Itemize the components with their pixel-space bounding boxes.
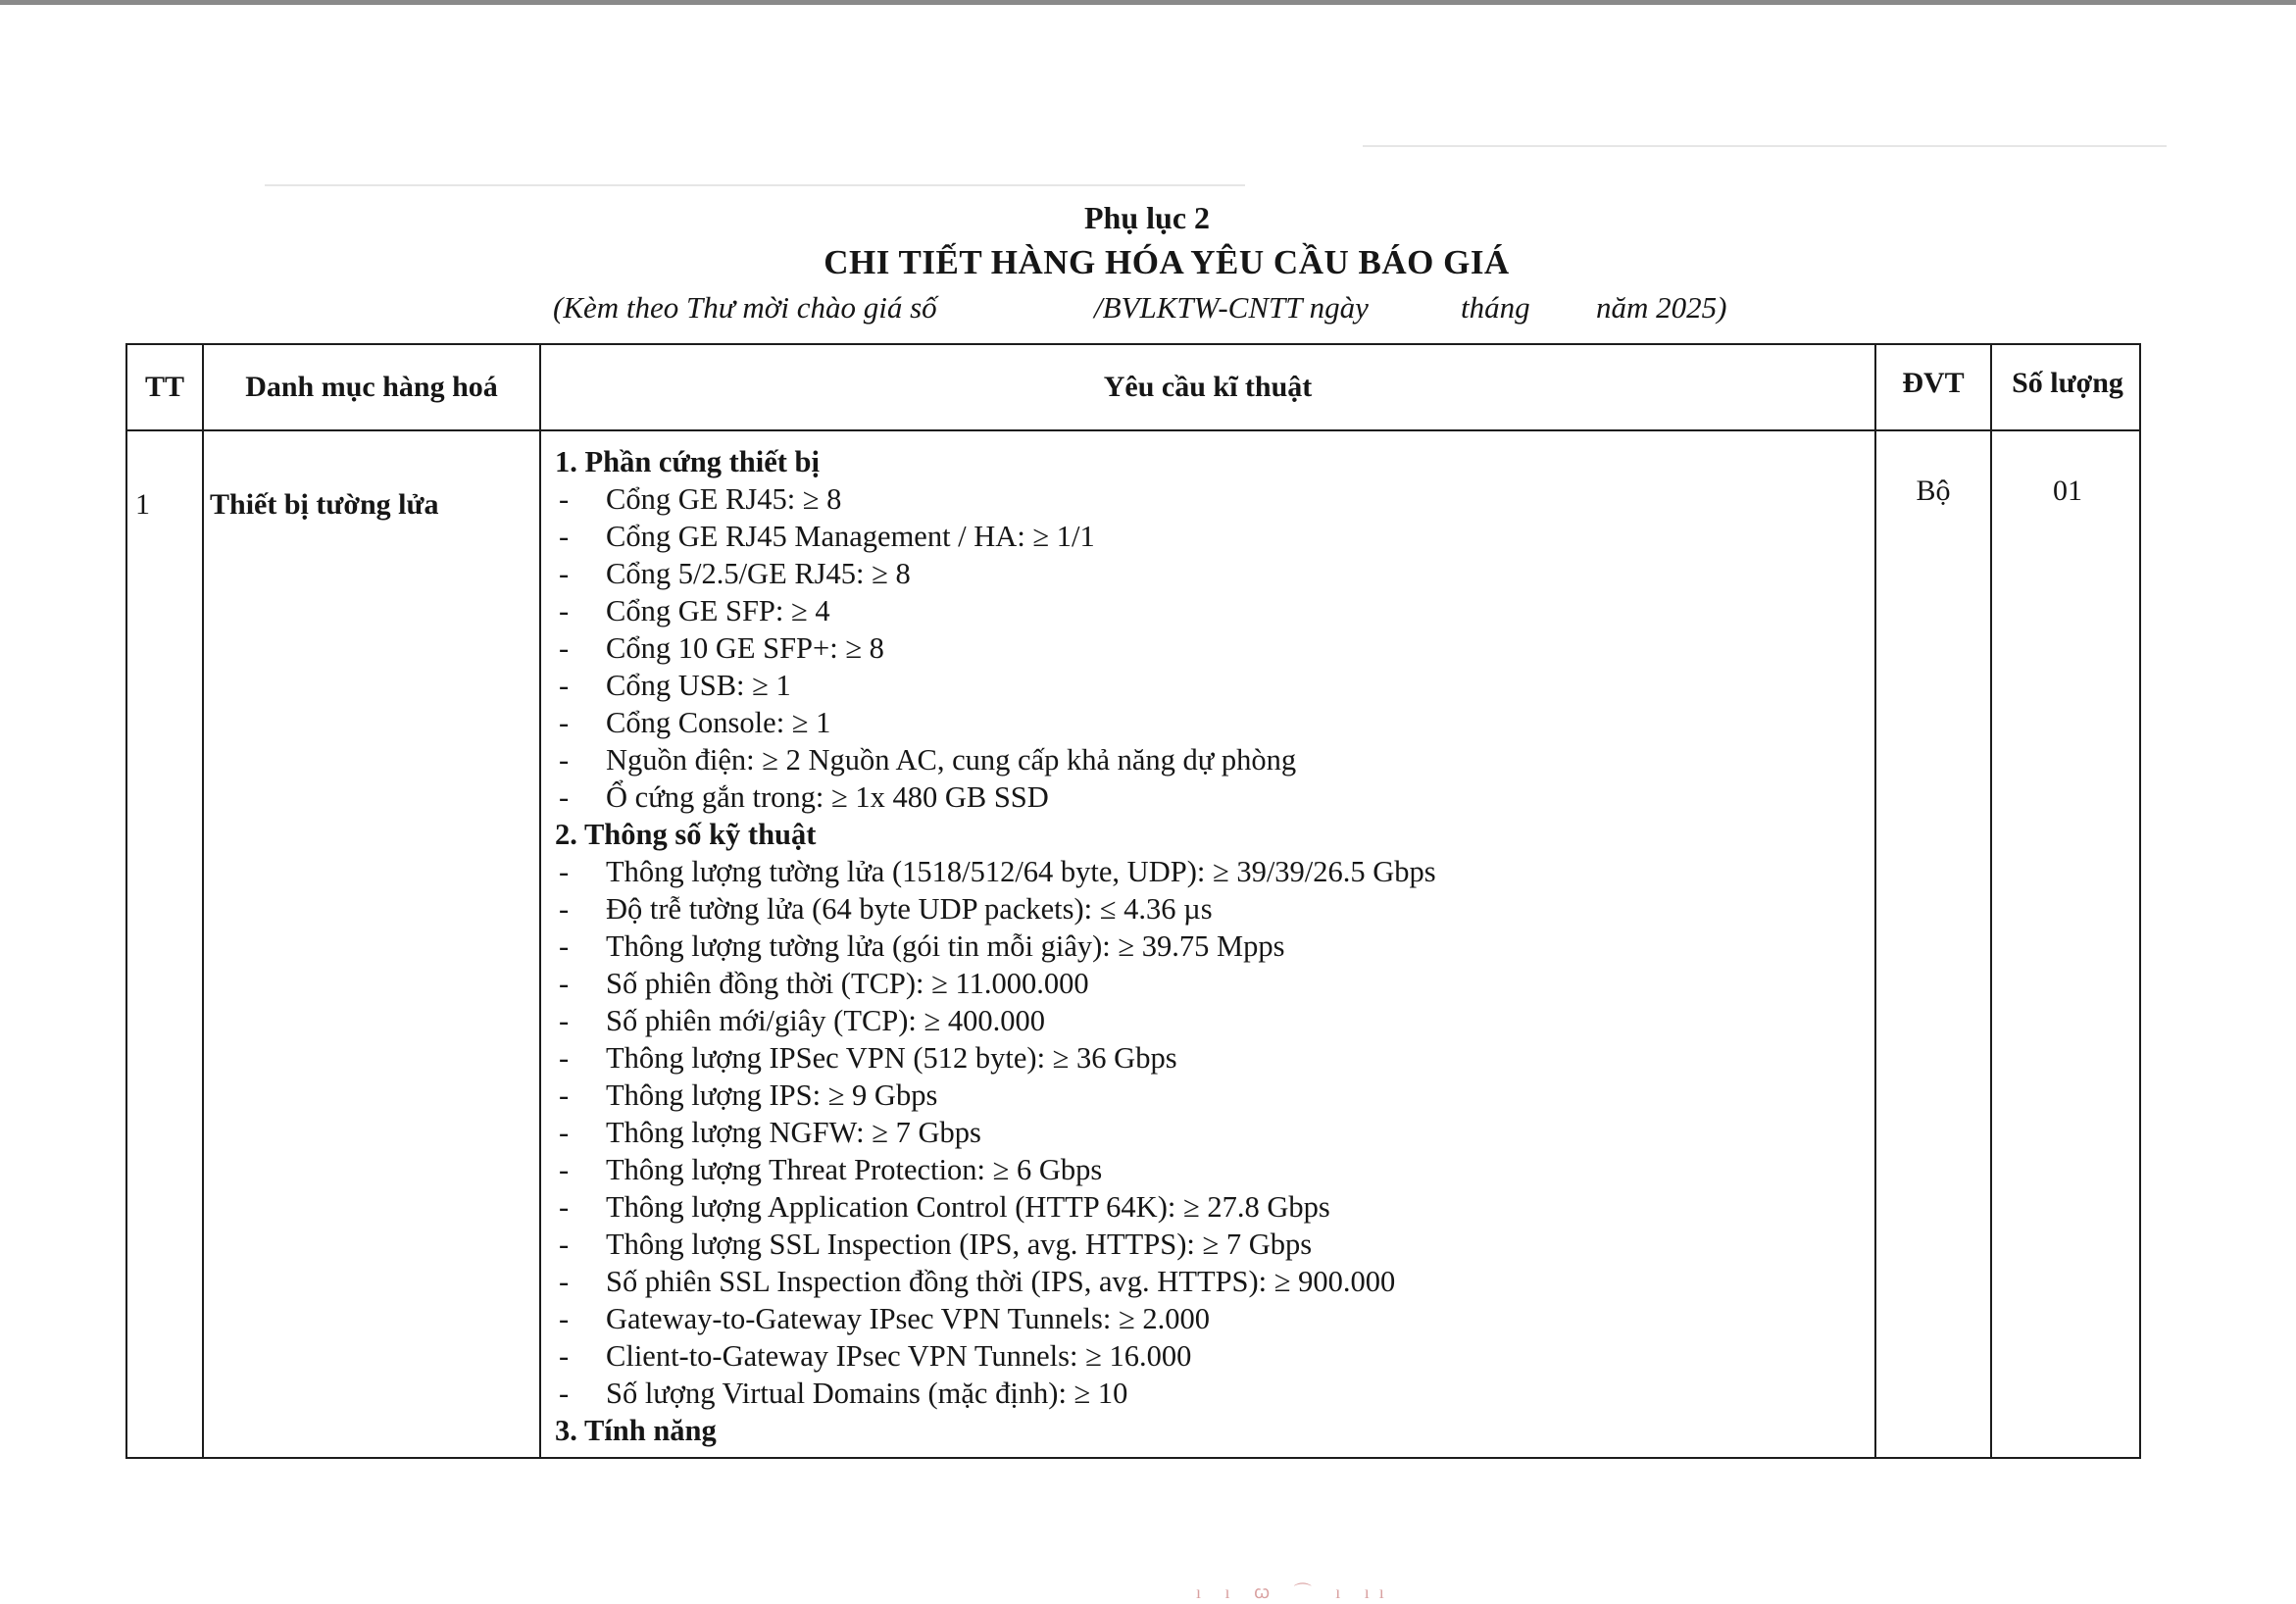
spec-text: Thông lượng Threat Protection: ≥ 6 Gbps (606, 1153, 1103, 1186)
spec-text: Thông lượng IPS: ≥ 9 Gbps (606, 1078, 938, 1112)
spec-item: - Thông lượng IPS: ≥ 9 Gbps (559, 1078, 938, 1112)
spec-item: - Số phiên đồng thời (TCP): ≥ 11.000.000 (559, 967, 1089, 1000)
spec-text: Thông lượng SSL Inspection (IPS, avg. HTTPS): ≥ 7 Gbps (606, 1228, 1313, 1261)
spec-text: Thông lượng NGFW: ≥ 7 Gbps (606, 1116, 981, 1149)
header-divider (127, 429, 2139, 431)
row-category: Thiết bị tường lửa (210, 488, 439, 521)
spec-item: - Ổ cứng gắn trong: ≥ 1x 480 GB SSD (559, 780, 1049, 814)
column-divider (1990, 345, 1992, 1457)
spec-text: Cổng GE SFP: ≥ 4 (606, 594, 830, 627)
section-heading: 2. Thông số kỹ thuật (555, 818, 817, 851)
spec-item: - Cổng USB: ≥ 1 (559, 669, 791, 702)
spec-text: Cổng 5/2.5/GE RJ45: ≥ 8 (606, 557, 911, 590)
spec-item: - Số phiên mới/giây (TCP): ≥ 400.000 (559, 1004, 1045, 1037)
appendix-label: Phụ lục 2 (1083, 200, 1211, 235)
spec-item: - Client-to-Gateway IPsec VPN Tunnels: ≥ 16.000 (559, 1339, 1192, 1373)
spec-item: - Thông lượng tường lửa (gói tin mỗi giây): ≥ 39.75 Mpps (559, 929, 1285, 963)
spec-item: - Thông lượng NGFW: ≥ 7 Gbps (559, 1116, 981, 1149)
row-number: 1 (135, 488, 150, 521)
section-heading: 3. Tính năng (555, 1414, 717, 1447)
spec-text: Cổng USB: ≥ 1 (606, 669, 791, 702)
spec-text: Độ trễ tường lửa (64 byte UDP packets): ≤ 4.36 µs (606, 892, 1213, 926)
technical-requirements (555, 443, 1986, 1449)
spec-text: Số lượng Virtual Domains (mặc định): ≥ 10 (606, 1377, 1128, 1410)
scan-edge (0, 0, 2296, 5)
spec-item: - Thông lượng Threat Protection: ≥ 6 Gbps (559, 1153, 1103, 1186)
subtitle-part: /BVLKTW-CNTT ngày (1094, 290, 1369, 325)
spec-text: Thông lượng IPSec VPN (512 byte): ≥ 36 Gbps (606, 1041, 1177, 1075)
spec-item: - Cổng Console: ≥ 1 (559, 706, 831, 739)
column-divider (202, 345, 204, 1457)
spec-text: Số phiên SSL Inspection đồng thời (IPS, avg. HTTPS): ≥ 900.000 (606, 1265, 1396, 1298)
spec-text: Cổng GE RJ45: ≥ 8 (606, 482, 842, 516)
spec-item: - Cổng 5/2.5/GE RJ45: ≥ 8 (559, 557, 911, 590)
header-quantity: Số lượng (2012, 367, 2123, 399)
spec-text: Cổng Console: ≥ 1 (606, 706, 831, 739)
spec-text: Nguồn điện: ≥ 2 Nguồn AC, cung cấp khả năng dự phòng (606, 743, 1297, 777)
subtitle-part: năm 2025) (1596, 290, 1727, 325)
spec-item: - Gateway-to-Gateway IPsec VPN Tunnels: ≥ 2.000 (559, 1302, 1210, 1335)
header-tt: TT (144, 371, 185, 403)
scan-artifact-line (1363, 145, 2167, 147)
spec-item: - Thông lượng SSL Inspection (IPS, avg. HTTPS): ≥ 7 Gbps (559, 1228, 1313, 1261)
spec-text: Client-to-Gateway IPsec VPN Tunnels: ≥ 16.000 (606, 1339, 1192, 1373)
spec-text: Cổng GE RJ45 Management / HA: ≥ 1/1 (606, 520, 1095, 553)
spec-item: - Cổng GE RJ45 Management / HA: ≥ 1/1 (559, 520, 1095, 553)
spec-item: - Nguồn điện: ≥ 2 Nguồn AC, cung cấp khả năng dự phòng (559, 743, 1297, 777)
header-category: Danh mục hàng hoá (245, 371, 498, 403)
red-stamp-mark: ı ı ꞷ ⌒ ı ıı (1196, 1582, 1394, 1602)
spec-item: - Thông lượng Application Control (HTTP 64K): ≥ 27.8 Gbps (559, 1190, 1330, 1224)
scan-artifact-line (265, 184, 1245, 186)
spec-text: Cổng 10 GE SFP+: ≥ 8 (606, 631, 884, 665)
spec-text: Thông lượng tường lửa (1518/512/64 byte, UDP): ≥ 39/39/26.5 Gbps (606, 855, 1436, 888)
spec-text: Gateway-to-Gateway IPsec VPN Tunnels: ≥ 2.000 (606, 1302, 1210, 1335)
spec-item: - Số lượng Virtual Domains (mặc định): ≥ 10 (559, 1377, 1128, 1410)
subtitle-part: (Kèm theo Thư mời chào giá số (553, 290, 937, 325)
document-title: CHI TIẾT HÀNG HÓA YÊU CẦU BÁO GIÁ (824, 243, 1510, 281)
spec-text: Số phiên đồng thời (TCP): ≥ 11.000.000 (606, 967, 1089, 1000)
row-unit: Bộ (1916, 475, 1951, 507)
spec-item: - Cổng GE RJ45: ≥ 8 (559, 482, 842, 516)
subtitle-part: tháng (1461, 290, 1530, 325)
spec-text: Số phiên mới/giây (TCP): ≥ 400.000 (606, 1004, 1045, 1037)
spec-item: - Thông lượng IPSec VPN (512 byte): ≥ 36 Gbps (559, 1041, 1177, 1075)
spec-item: - Thông lượng tường lửa (1518/512/64 byte, UDP): ≥ 39/39/26.5 Gbps (559, 855, 1436, 888)
header-unit: ĐVT (1902, 367, 1965, 399)
section-heading: 1. Phần cứng thiết bị (555, 445, 820, 478)
spec-item: - Số phiên SSL Inspection đồng thời (IPS, avg. HTTPS): ≥ 900.000 (559, 1265, 1396, 1298)
spec-text: Thông lượng Application Control (HTTP 64K): ≥ 27.8 Gbps (606, 1190, 1330, 1224)
spec-text: Ổ cứng gắn trong: ≥ 1x 480 GB SSD (606, 780, 1049, 814)
spec-text: Thông lượng tường lửa (gói tin mỗi giây): ≥ 39.75 Mpps (606, 929, 1285, 963)
row-quantity: 01 (2053, 475, 2082, 507)
document-subtitle (553, 290, 1778, 329)
spec-item: - Cổng 10 GE SFP+: ≥ 8 (559, 631, 884, 665)
spec-item: - Cổng GE SFP: ≥ 4 (559, 594, 830, 627)
goods-table (125, 343, 2141, 1459)
column-divider (539, 345, 541, 1457)
header-requirements: Yêu cầu kĩ thuật (1103, 371, 1313, 403)
spec-item: - Độ trễ tường lửa (64 byte UDP packets): ≤ 4.36 µs (559, 892, 1213, 926)
